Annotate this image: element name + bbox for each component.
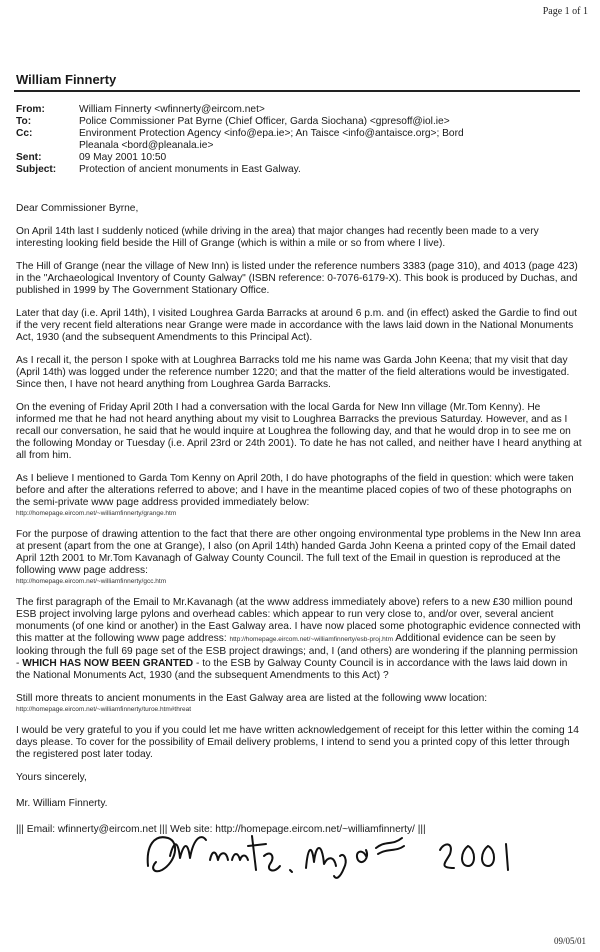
signatory: Mr. William Finnerty. (16, 798, 108, 809)
header-rule (14, 90, 580, 92)
paragraph-7-text: For the purpose of drawing attention to the fact that there are other ongoing environmental type problems in the New Inn area at present (apart from the one at Grange), I also (on April 14th) handed Garda John Keena a printed copy of the Email dated April 12th 2001 to Mr.Tom Kavanagh of Galway County Council. The full text of the Email in question is reproduced at the following www page address: (16, 529, 581, 576)
sent-label: Sent: (16, 152, 42, 163)
sender-name-heading: William Finnerty (16, 72, 117, 87)
subject-row (16, 164, 582, 176)
paragraph-1: On April 14th last I suddenly noticed (while driving in the area) that major changes had recently been made to a very interesting looking field beside the Hill of Grange (which is within a mile or so from where I live). (16, 226, 539, 249)
print-date: 09/05/01 (553, 936, 586, 946)
paragraph-8-text-a: The first paragraph of the Email to Mr.Kavanagh (at the www address immediately above) refers to a new £30 million pound ESB project involving large pylons and overhead cables: which appear to run very close to, and/or over, several ancient monuments (of one kind or another) in the East Galway area. I have now placed some photographic evidence connected with this matter at the following www page address: (16, 597, 581, 644)
paragraph-10: I would be very grateful to you if you could let me have written acknowledgement of receipt for this letter within the coming 14 days please. To cover for the possibility of Email delivery problems, I intend to send you a printed copy of this letter through the registered post later today. (16, 725, 579, 760)
paragraph-6-text: As I believe I mentioned to Garda Tom Kenny on April 20th, I do have photographs of the field in question: which were taken before and after the alterations referred to above; and I have in the meantime placed copies of two of these photographs on the semi-private www page address provided immediately below: (16, 473, 574, 508)
paragraph-8 (16, 597, 582, 682)
footer-contact-line: ||| Email: wfinnerty@eircom.net ||| Web site: http://homepage.eircom.net/~williamfinnerty/ ||| (16, 824, 426, 835)
sent-value: 09 May 2001 10:50 (79, 152, 167, 163)
paragraph-2: The Hill of Grange (near the village of New Inn) is listed under the reference numbers 3383 (page 310), and 4013 (page 423) in the "Archaeological Inventory of County Galway" (ISBN reference: 0-7076-6179-X). This book is produced by Duchas, and published in 1999 by The Government Stationary Office. (16, 261, 578, 296)
cc-value (79, 128, 582, 152)
subject-value: Protection of ancient monuments in East Galway. (79, 164, 301, 175)
from-row (16, 104, 582, 116)
paragraph-4: As I recall it, the person I spoke with at Loughrea Barracks told me his name was Garda John Keena; that my visit that day (April 14th) was logged under the reference number 1220; and that the matter of the field alterations would be investigated. Since then, I have not heard anything from Loughrea Garda Barracks. (16, 355, 570, 390)
email-header (16, 104, 582, 176)
page-number: Page 1 of 1 (542, 6, 588, 17)
cc-label: Cc: (16, 128, 33, 139)
grange-url-link[interactable]: http://homepage.eircom.net/~williamfinnerty/grange.htm (16, 510, 177, 517)
to-row (16, 116, 582, 128)
from-label: From: (16, 104, 45, 115)
to-value: Police Commissioner Pat Byrne (Chief Officer, Garda Siochana) <gpresoff@iol.ie> (79, 116, 450, 127)
cc-row (16, 128, 582, 152)
handwritten-signature (140, 826, 520, 886)
gcc-url-link[interactable]: http://homepage.eircom.net/~williamfinnerty/gcc.htm (16, 578, 167, 585)
subject-label: Subject: (16, 164, 57, 175)
turoe-url-link[interactable]: http://homepage.eircom.net/~williamfinnerty/turoe.htm#threat (16, 706, 192, 713)
paragraph-8-text-b: Additional evidence can be seen by looking through the full 69 page set of the ESB project drawings; and, I (and others) are wondering if the planning permission - (16, 633, 578, 669)
paragraph-8-text-c: - to the ESB by Galway County Council is in accordance with the laws laid down in the National Monuments Act, 1930 (and the subsequent Amendments to this Act) ? (16, 658, 568, 681)
closing: Yours sincerely, (16, 772, 87, 783)
sent-row (16, 152, 582, 164)
to-label: To: (16, 116, 32, 127)
paragraph-9-text: Still more threats to ancient monuments in the East Galway area are listed at the following www location: (16, 693, 488, 704)
paragraph-9 (16, 693, 582, 714)
letter-body (16, 203, 582, 847)
paragraph-6 (16, 473, 582, 518)
paragraph-8-emphasis: WHICH HAS NOW BEEN GRANTED (22, 658, 194, 669)
cc-line-2: Pleanala <bord@pleanala.ie> (79, 140, 214, 151)
cc-line-1: Environment Protection Agency <info@epa.ie>; An Taisce <info@antaisce.org>; Bord (79, 128, 464, 139)
from-value: William Finnerty <wfinnerty@eircom.net> (79, 104, 265, 115)
paragraph-3: Later that day (i.e. April 14th), I visited Loughrea Garda Barracks at around 6 p.m. and (in effect) asked the Gardie to find out if the very recent field alterations near Grange were made in accordance with the laws laid down in the National Monuments Act, 1930 (and the subsequent Amendments to this Principal Act). (16, 308, 578, 343)
paragraph-7 (16, 529, 582, 586)
esb-url-link[interactable]: http://homepage.eircom.net/~williamfinnerty/esb-proj.htm (229, 636, 393, 643)
paragraph-5: On the evening of Friday April 20th I had a conversation with the local Garda for New Inn village (Mr.Tom Kenny). He informed me that he had not heard anything about my visit to Loughrea Barracks the previous Saturday. However, and as I recall our conversation, he said that he would inquire at Loughrea the following day, and that he would drop in to see me on the following Monday or Tuesday (i.e. April 23rd or 24th 2001). To date he has not called, and neither have I heard anything at all from him. (16, 402, 582, 461)
salutation: Dear Commissioner Byrne, (16, 203, 139, 214)
